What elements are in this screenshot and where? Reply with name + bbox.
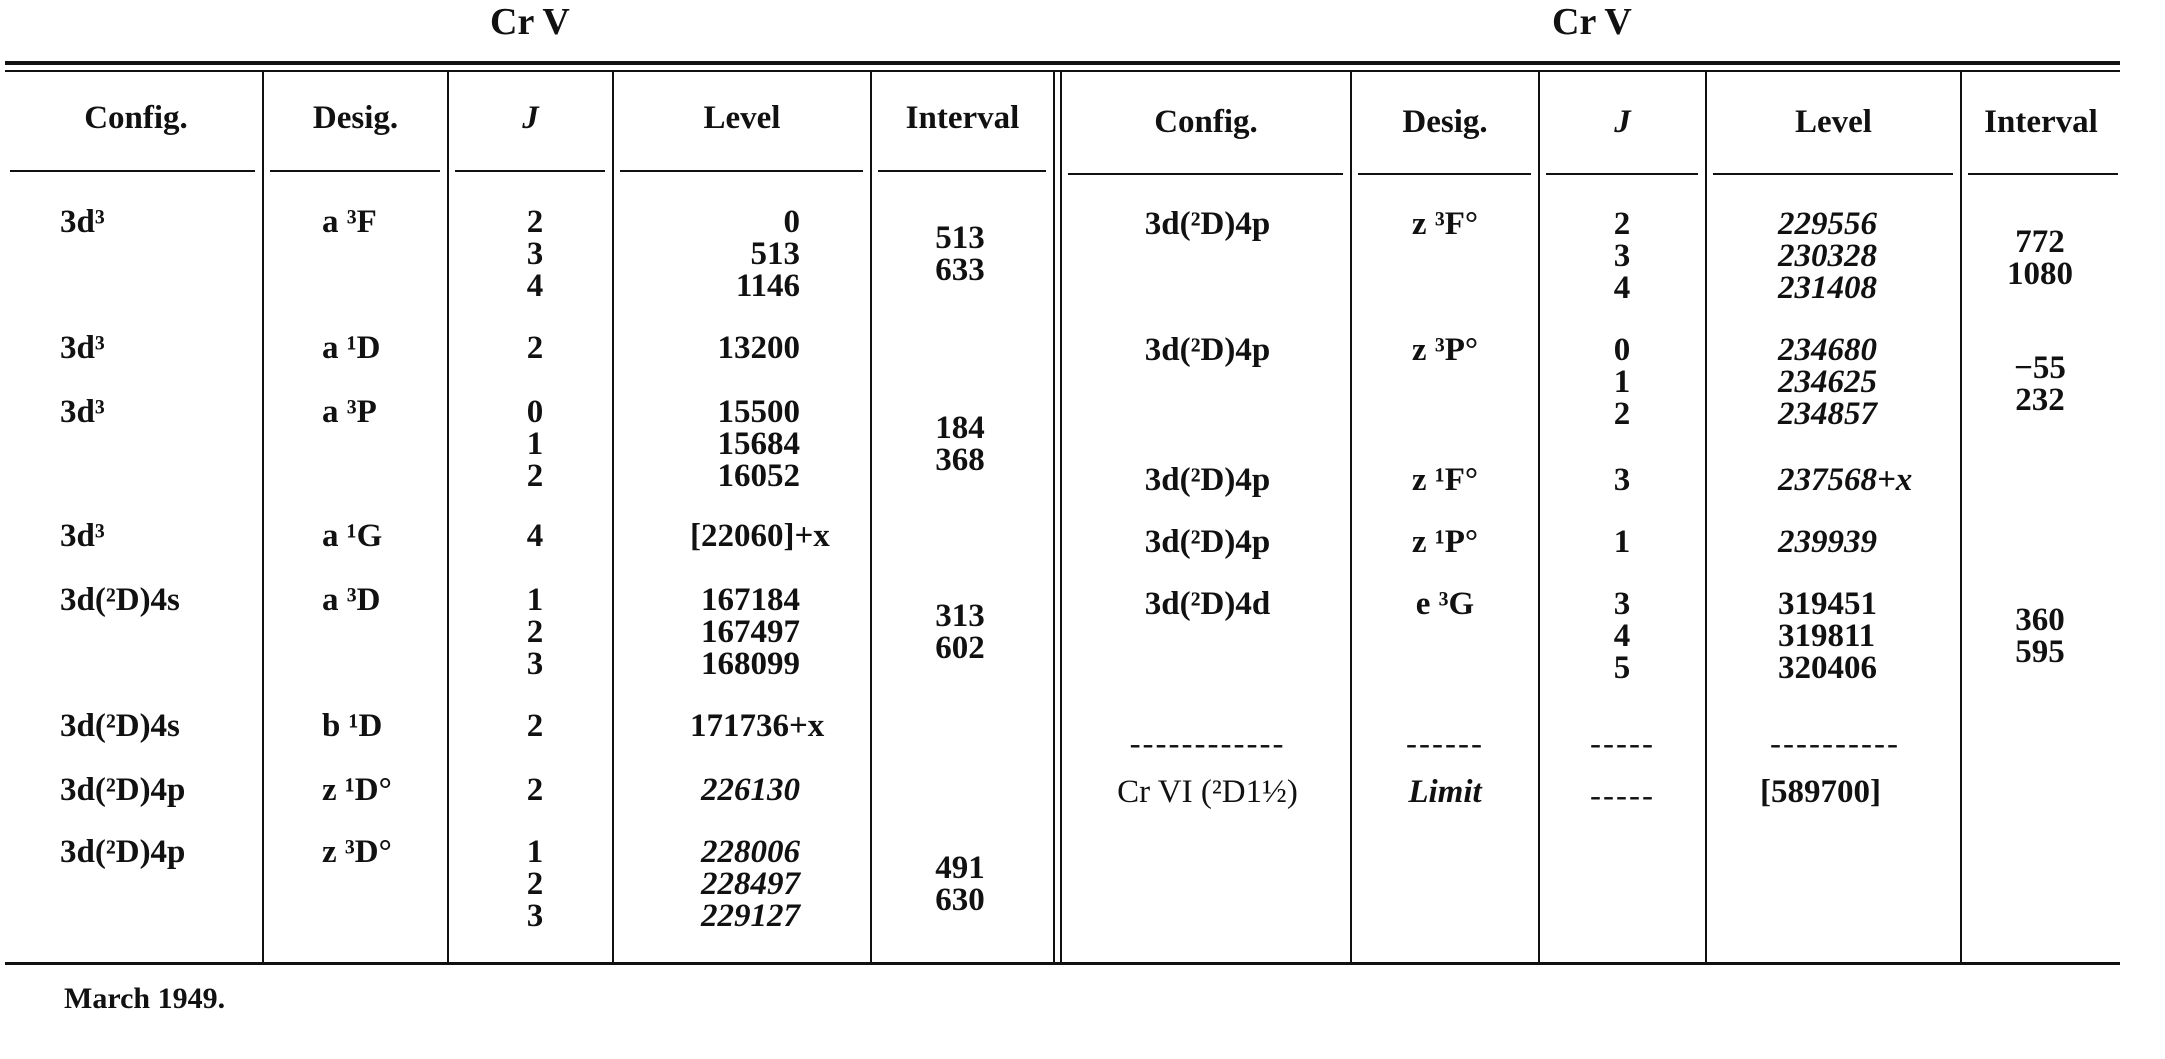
header-underline	[620, 170, 863, 172]
level-cell: 228006 228497 229127	[701, 834, 800, 934]
config-cell: 3d(²D)4p	[60, 772, 186, 808]
interval-cell: 772 1080	[2007, 224, 2073, 292]
header-underline	[270, 170, 440, 172]
header-underline	[10, 170, 255, 172]
limit-level-cell: [589700]	[1760, 774, 1881, 810]
desig-cell: b ¹D	[322, 708, 383, 744]
j-cell: 3 4 5	[1613, 586, 1631, 686]
config-cell: 3d³	[60, 330, 105, 366]
header-underline	[1968, 173, 2118, 175]
config-cell: 3d(²D)4p	[1144, 462, 1271, 498]
interval-cell: −55 232	[2014, 350, 2066, 418]
interval-cell: 360 595	[2015, 602, 2065, 670]
limit-label: Limit	[1408, 774, 1482, 810]
left-table-title: Cr V	[490, 1, 570, 43]
config-cell: 3d(²D)4p	[1144, 332, 1271, 368]
interval-cell: 313 602	[935, 598, 985, 666]
col-rule	[1350, 72, 1352, 962]
j-cell: 4	[526, 518, 544, 554]
config-cell: 3d(²D)4p	[1144, 206, 1271, 242]
level-cell: 171736+x	[690, 708, 825, 744]
desig-cell: z ¹P°	[1411, 524, 1479, 560]
col-rule	[1538, 72, 1540, 962]
config-cell: 3d³	[60, 394, 105, 430]
j-cell: 1	[1613, 524, 1631, 560]
bottom-rule	[5, 962, 2120, 965]
col-rule	[262, 72, 264, 962]
j-cell: 0 1 2	[1613, 332, 1631, 432]
middle-rule-a	[1053, 72, 1055, 962]
level-cell: 319451 319811 320406	[1778, 586, 1877, 686]
top-rule-inner	[5, 70, 2120, 72]
desig-cell: e ³G	[1415, 586, 1475, 622]
desig-cell: a ¹G	[322, 518, 383, 554]
right-table-title: Cr V	[1552, 1, 1632, 43]
limit-config-cell: Cr VI (²D1½)	[1117, 774, 1298, 810]
config-cell: 3d(²D)4p	[60, 834, 186, 870]
header-j: J	[522, 100, 539, 136]
j-cell: 3	[1613, 462, 1631, 498]
header-level: Level	[703, 100, 781, 136]
header-underline	[455, 170, 605, 172]
col-rule	[1960, 72, 1962, 962]
config-cell: 3d(²D)4d	[1144, 586, 1271, 622]
header-config: Config.	[1154, 104, 1258, 140]
config-cell: 3d(²D)4s	[60, 708, 180, 744]
desig-cell: z ³P°	[1411, 332, 1479, 368]
config-cell: 3d³	[60, 518, 105, 554]
header-config: Config.	[84, 100, 188, 136]
j-cell: 2 3 4	[526, 204, 544, 304]
level-cell: 229556 230328 231408	[1778, 206, 1877, 306]
config-cell: 3d(²D)4s	[60, 582, 180, 618]
j-cell: 2 3 4	[1613, 206, 1631, 306]
header-interval: Interval	[1984, 104, 2098, 140]
middle-rule-b	[1060, 72, 1062, 962]
j-cell: 2	[526, 330, 544, 366]
col-rule	[447, 72, 449, 962]
desig-cell: z ³D°	[322, 834, 392, 870]
config-cell: 3d(²D)4p	[1144, 524, 1271, 560]
desig-cell: z ¹D°	[322, 772, 392, 808]
separator-dashes: -----	[1590, 726, 1655, 762]
level-cell: 237568+x	[1778, 462, 1913, 498]
desig-cell: a ³F	[322, 204, 377, 240]
desig-cell: a ¹D	[322, 330, 381, 366]
separator-dashes: ----------	[1770, 726, 1900, 762]
header-interval: Interval	[905, 100, 1020, 136]
level-cell: 226130	[701, 772, 800, 808]
interval-cell: 513 633	[935, 220, 985, 288]
header-underline	[1713, 173, 1953, 175]
j-cell: 0 1 2	[526, 394, 544, 494]
level-cell: 167184 167497 168099	[701, 582, 800, 682]
separator-dashes: -----	[1590, 778, 1655, 814]
desig-cell: a ³D	[322, 582, 381, 618]
header-underline	[878, 170, 1046, 172]
level-cell: [22060]+x	[690, 518, 830, 554]
level-cell: 239939	[1778, 524, 1877, 560]
footer-date: March 1949.	[64, 982, 226, 1015]
header-desig: Desig.	[1402, 104, 1488, 140]
interval-cell: 491 630	[935, 850, 985, 918]
config-cell: 3d³	[60, 204, 105, 240]
level-cell: 15500 15684 16052	[717, 394, 800, 494]
col-rule	[870, 72, 872, 962]
j-cell: 1 2 3	[526, 582, 544, 682]
j-cell: 2	[526, 772, 544, 808]
desig-cell: z ¹F°	[1411, 462, 1479, 498]
col-rule	[612, 72, 614, 962]
header-desig: Desig.	[312, 100, 399, 136]
level-cell: 234680 234625 234857	[1778, 332, 1877, 432]
level-cell: 13200	[717, 330, 800, 366]
desig-cell: z ³F°	[1411, 206, 1479, 242]
top-rule-outer	[5, 61, 2120, 65]
header-underline	[1358, 173, 1531, 175]
header-j: J	[1614, 104, 1631, 140]
header-level: Level	[1795, 104, 1872, 140]
header-underline	[1546, 173, 1698, 175]
col-rule	[1705, 72, 1707, 962]
desig-cell: a ³P	[322, 394, 377, 430]
j-cell: 2	[526, 708, 544, 744]
header-underline	[1068, 173, 1343, 175]
separator-dashes: ------	[1406, 726, 1484, 762]
separator-dashes: ------------	[1129, 726, 1286, 762]
interval-cell: 184 368	[935, 410, 985, 478]
j-cell: 1 2 3	[526, 834, 544, 934]
level-cell: 0 513 1146	[735, 204, 800, 304]
